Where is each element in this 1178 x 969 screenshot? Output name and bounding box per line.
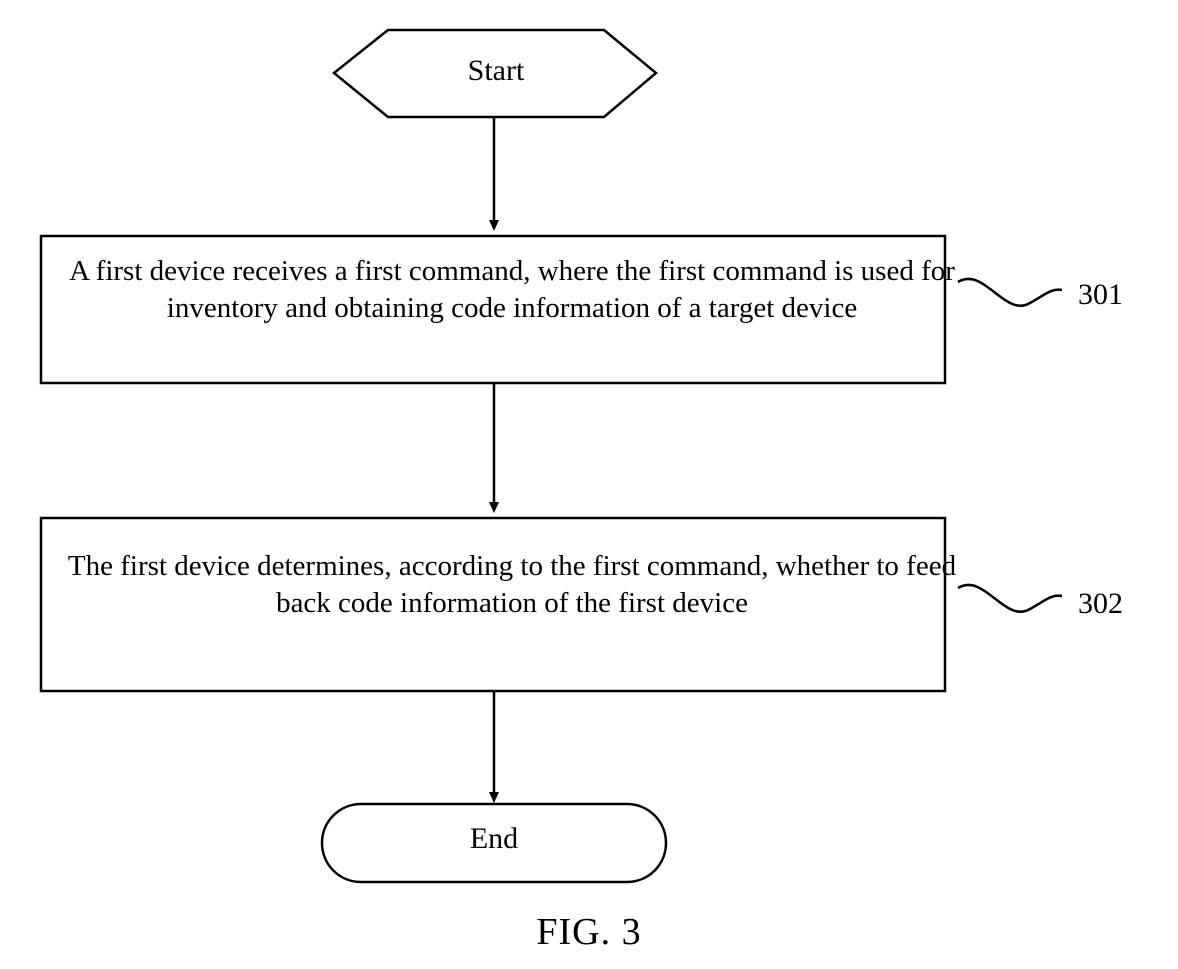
step2-node-label: The first device determines, according to the first command, whether to feed back code information of the first device	[67, 550, 957, 620]
reference-numeral-301: 301	[1078, 278, 1123, 311]
figure-caption: FIG. 3	[536, 911, 642, 953]
reference-numeral-302: 302	[1078, 587, 1123, 620]
end-node-label: End	[469, 822, 519, 855]
step1-node-label: A first device receives a first command, where the first command is used for inventory and obtaining code information of a target device	[69, 255, 955, 325]
leader-line-301	[958, 279, 1062, 306]
start-node-label: Start	[467, 54, 525, 87]
leader-line-302	[958, 585, 1062, 612]
